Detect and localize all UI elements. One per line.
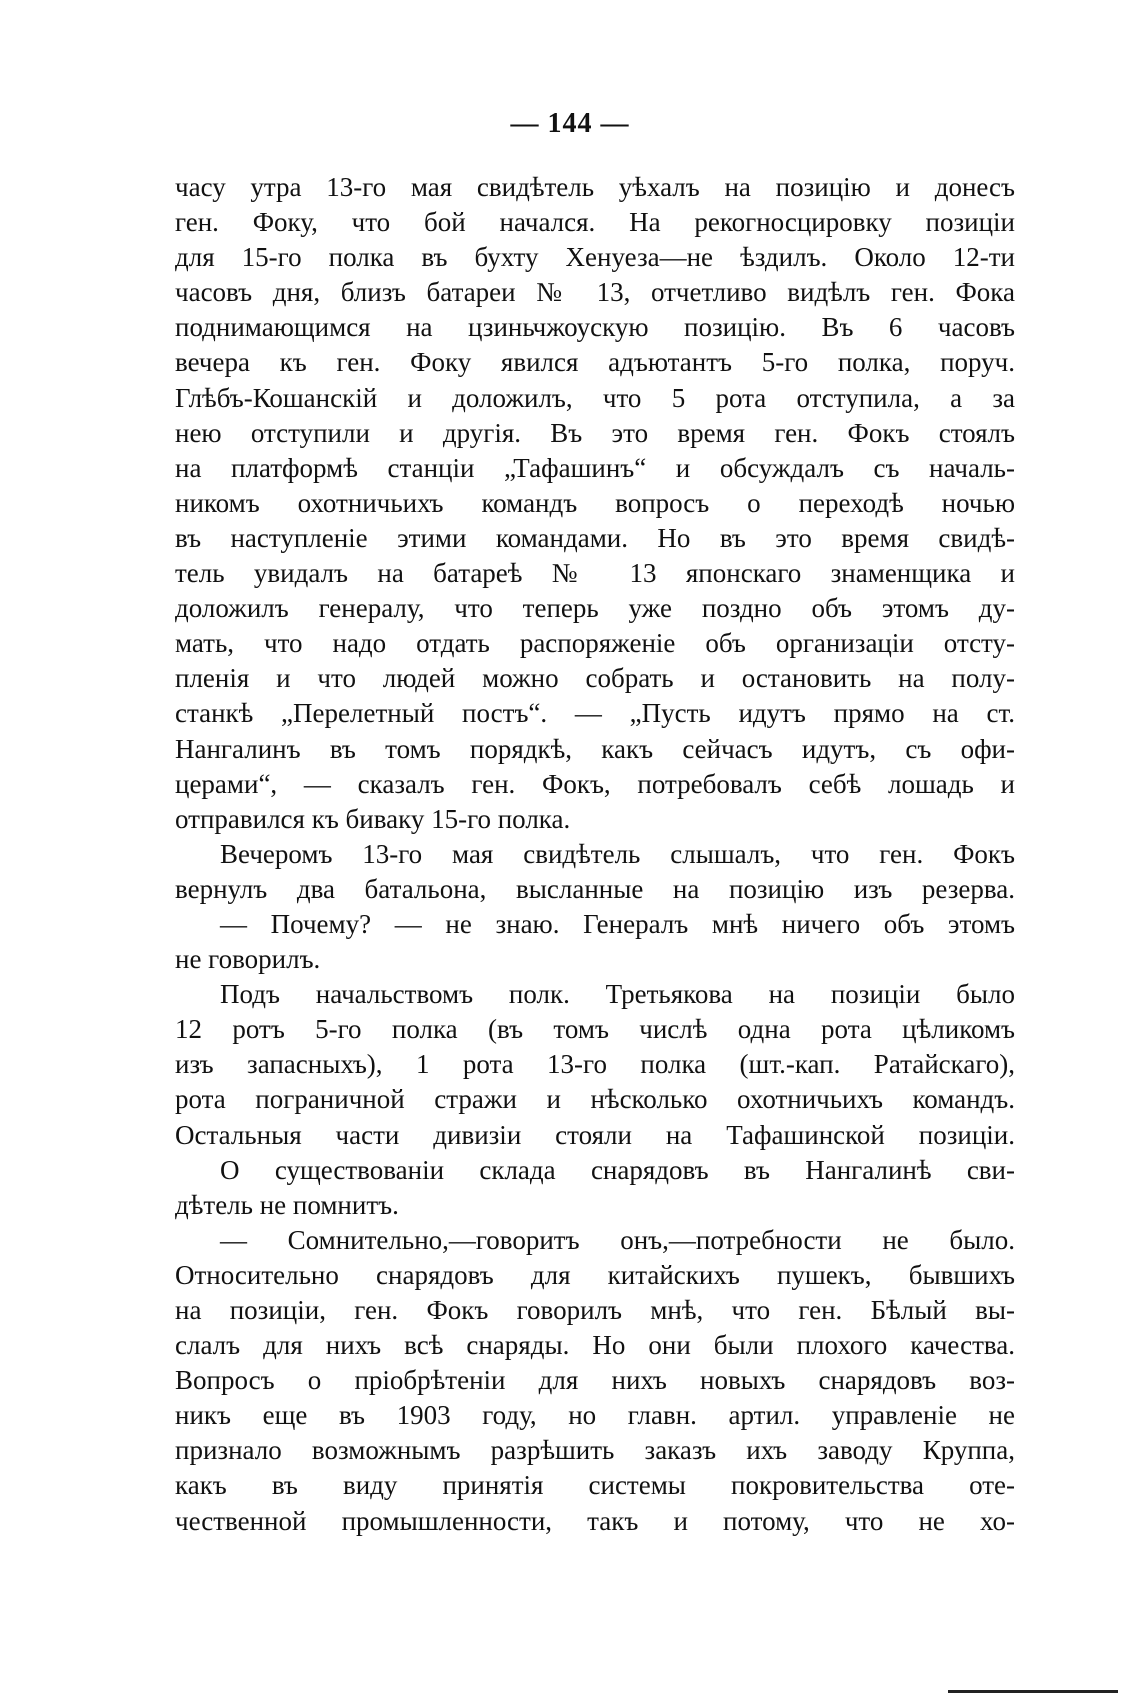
page-number: — 144 —	[510, 108, 630, 139]
text-line: изъ запасныхъ), 1 рота 13-го полка (шт.-кап. Ратайскаго),	[175, 1049, 1015, 1080]
text-line: слалъ для нихъ всѣ снаряды. Но они были плохого качества.	[175, 1330, 1015, 1361]
text-line: станкѣ „Перелетный постъ“. — „Пусть идутъ прямо на ст.	[175, 698, 1015, 729]
text-line: на платформѣ станціи „Тафашинъ“ и обсуждалъ съ началь-	[175, 452, 1015, 483]
text-line: для 15-го полка въ бухту Хенуеза—не ѣздилъ. Около 12-ти	[175, 242, 1015, 273]
text-line: отправился къ биваку 15-го полка.	[175, 803, 571, 834]
body-text	[175, 170, 1015, 1539]
text-line: Остальныя части дивизіи стояли на Тафашинской позиціи.	[175, 1119, 1015, 1150]
text-line: дѣтель не помнитъ.	[175, 1189, 399, 1220]
text-line: часовъ дня, близъ батареи № 13, отчетливо видѣлъ ген. Фока	[175, 277, 1015, 308]
text-line: чественной промышленности, такъ и потому, что не хо-	[175, 1505, 1015, 1536]
text-line: никомъ охотничьихъ командъ вопросъ о переходѣ ночью	[175, 487, 1015, 518]
text-line: вечера къ ген. Фоку явился адъютантъ 5-го полка, поруч.	[175, 347, 1015, 378]
text-line: 12 ротъ 5-го полка (въ томъ числѣ одна рота цѣликомъ	[175, 1014, 1015, 1045]
text-line: Глѣбъ-Кошанскій и доложилъ, что 5 рота отступила, а за	[175, 382, 1015, 413]
text-line: Нангалинъ въ томъ порядкѣ, какъ сейчасъ идутъ, съ офи-	[175, 733, 1015, 764]
text-line: на позиціи, ген. Фокъ говорилъ мнѣ, что ген. Бѣлый вы-	[175, 1295, 1015, 1325]
text-line: Вечеромъ 13-го мая свидѣтель слышалъ, что ген. Фокъ	[220, 838, 1015, 869]
text-line: доложилъ генералу, что теперь уже поздно объ этомъ ду-	[175, 593, 1015, 624]
text-line: мать, что надо отдать распоряженіе объ организаціи отсту-	[175, 628, 1015, 659]
text-line: ген. Фоку, что бой начался. На рекогносцировку позиціи	[175, 207, 1015, 238]
text-line: пленія и что людей можно собрать и остановить на полу-	[175, 663, 1015, 694]
text-line: — Сомнительно,—говоритъ онъ,—потребности не было.	[220, 1224, 1015, 1255]
text-line: Подъ начальствомъ полк. Третьякова на позиціи было	[220, 979, 1015, 1010]
text-line: никъ еще въ 1903 году, но главн. артил. управленіе не	[175, 1400, 1015, 1431]
text-line: вернулъ два батальона, высланные на позицію изъ резерва.	[175, 873, 1015, 904]
text-line: нею отступили и другія. Въ это время ген. Фокъ стоялъ	[175, 417, 1015, 448]
text-line: Относительно снарядовъ для китайскихъ пушекъ, бывшихъ	[175, 1259, 1015, 1290]
text-line: тель увидалъ на батареѣ № 13 японскаго знаменщика и	[175, 558, 1015, 589]
footer-rule	[948, 1690, 1118, 1693]
text-line: признало возможнымъ разрѣшить заказъ ихъ заводу Круппа,	[175, 1435, 1015, 1466]
text-line: О существованіи склада снарядовъ въ Нангалинѣ сви-	[220, 1154, 1015, 1185]
text-line: какъ въ виду принятія системы покровительства оте-	[175, 1470, 1015, 1501]
text-line: въ наступленіе этими командами. Но въ это время свидѣ-	[175, 522, 1015, 553]
text-line: — Почему? — не знаю. Генералъ мнѣ ничего объ этомъ	[220, 908, 1015, 939]
text-line: рота пограничной стражи и нѣсколько охотничьихъ командъ.	[175, 1084, 1015, 1115]
text-line: церами“, — сказалъ ген. Фокъ, потребовалъ себѣ лошадь и	[175, 768, 1015, 799]
text-line: поднимающимся на цзиньчжоускую позицію. Въ 6 часовъ	[175, 312, 1015, 343]
text-line: Вопросъ о пріобрѣтеніи для нихъ новыхъ снарядовъ воз-	[175, 1365, 1015, 1396]
text-line: часу утра 13-го мая свидѣтель уѣхалъ на позицію и донесъ	[175, 172, 1015, 202]
text-line: не говорилъ.	[175, 944, 321, 975]
